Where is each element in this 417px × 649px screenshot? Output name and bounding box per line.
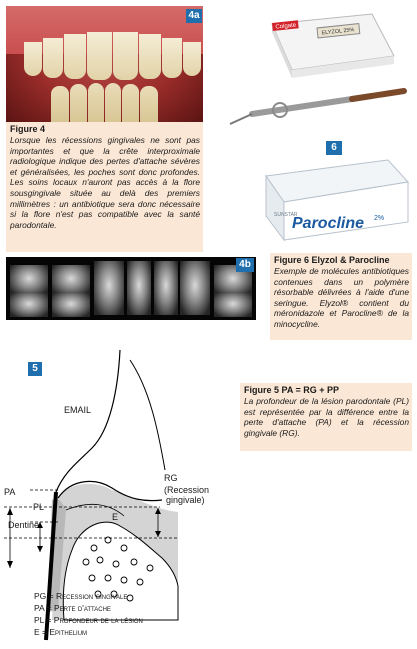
colgate-logo: Colgate	[275, 22, 297, 31]
parocline-product-photo	[258, 158, 412, 250]
label-dentine: Dentine	[8, 520, 40, 530]
label-email: EMAIL	[64, 405, 92, 415]
label-rg-desc-2: gingivale)	[166, 495, 205, 505]
parocline-label: Parocline	[292, 215, 365, 232]
badge-5: 5	[28, 362, 42, 376]
parocline-percent: 2%	[374, 215, 385, 222]
legend-item: E = Epithelium	[34, 627, 88, 637]
figure4-caption	[10, 124, 200, 230]
badge-4a: 4a	[186, 9, 202, 23]
label-pl: PL	[33, 502, 45, 512]
legend-item: PG = Recession gingivale	[34, 591, 128, 601]
figure4-text: Lorsque les récessions gingivales ne sont pas importantes et que la crête interproximale radiologique indique des pertes d'attache sévères et généralisées, les poches sont donc profondes. Les soins locaux n'auront pas accès à la flore sousgingivale située au delà des premiers millimètres : un antibiotique sera donc nécessaire si la flore n'est pas compatible avec la santé parodontale.	[10, 135, 200, 230]
badge-4b: 4b	[236, 258, 254, 272]
label-rg: RG	[164, 473, 178, 483]
elyzol-product-photo	[222, 6, 412, 131]
figure5-caption	[244, 385, 409, 438]
figure6-text: Exemple de molécules antibiotiques contenues dans un polymère résorbable délivrées à l'aide d'une seringue. Elyzol® contient du méronidazole et Parocline® de la minocycline.	[274, 266, 409, 329]
legend-item: PL = Profondeur de la lésion	[34, 615, 143, 625]
label-rg-desc-1: (Recession	[164, 485, 210, 495]
figure5-title: Figure 5 PA = RG + PP	[244, 385, 340, 395]
figure4-title: Figure 4	[10, 124, 46, 134]
label-pa: PA	[4, 487, 16, 497]
dental-photo-4a	[6, 6, 203, 122]
diagram-legend	[34, 590, 143, 638]
legend-item: PA = Perte d'attache	[34, 603, 111, 613]
figure6-title: Figure 6 Elyzol & Parocline	[274, 255, 390, 265]
label-e: E	[112, 512, 119, 522]
sunstar-label: SUNSTAR	[274, 212, 298, 218]
xray-strip-4b	[6, 257, 256, 320]
elyzol-label: ELYZOL 25%	[321, 27, 355, 37]
figure5-text: La profondeur de la lésion parodontale (PL) est représentée par la différence entre la perte d'attache (PA) et la récession gingivale (RG).	[244, 396, 409, 438]
badge-6: 6	[326, 141, 342, 155]
figure6-caption	[274, 255, 409, 330]
